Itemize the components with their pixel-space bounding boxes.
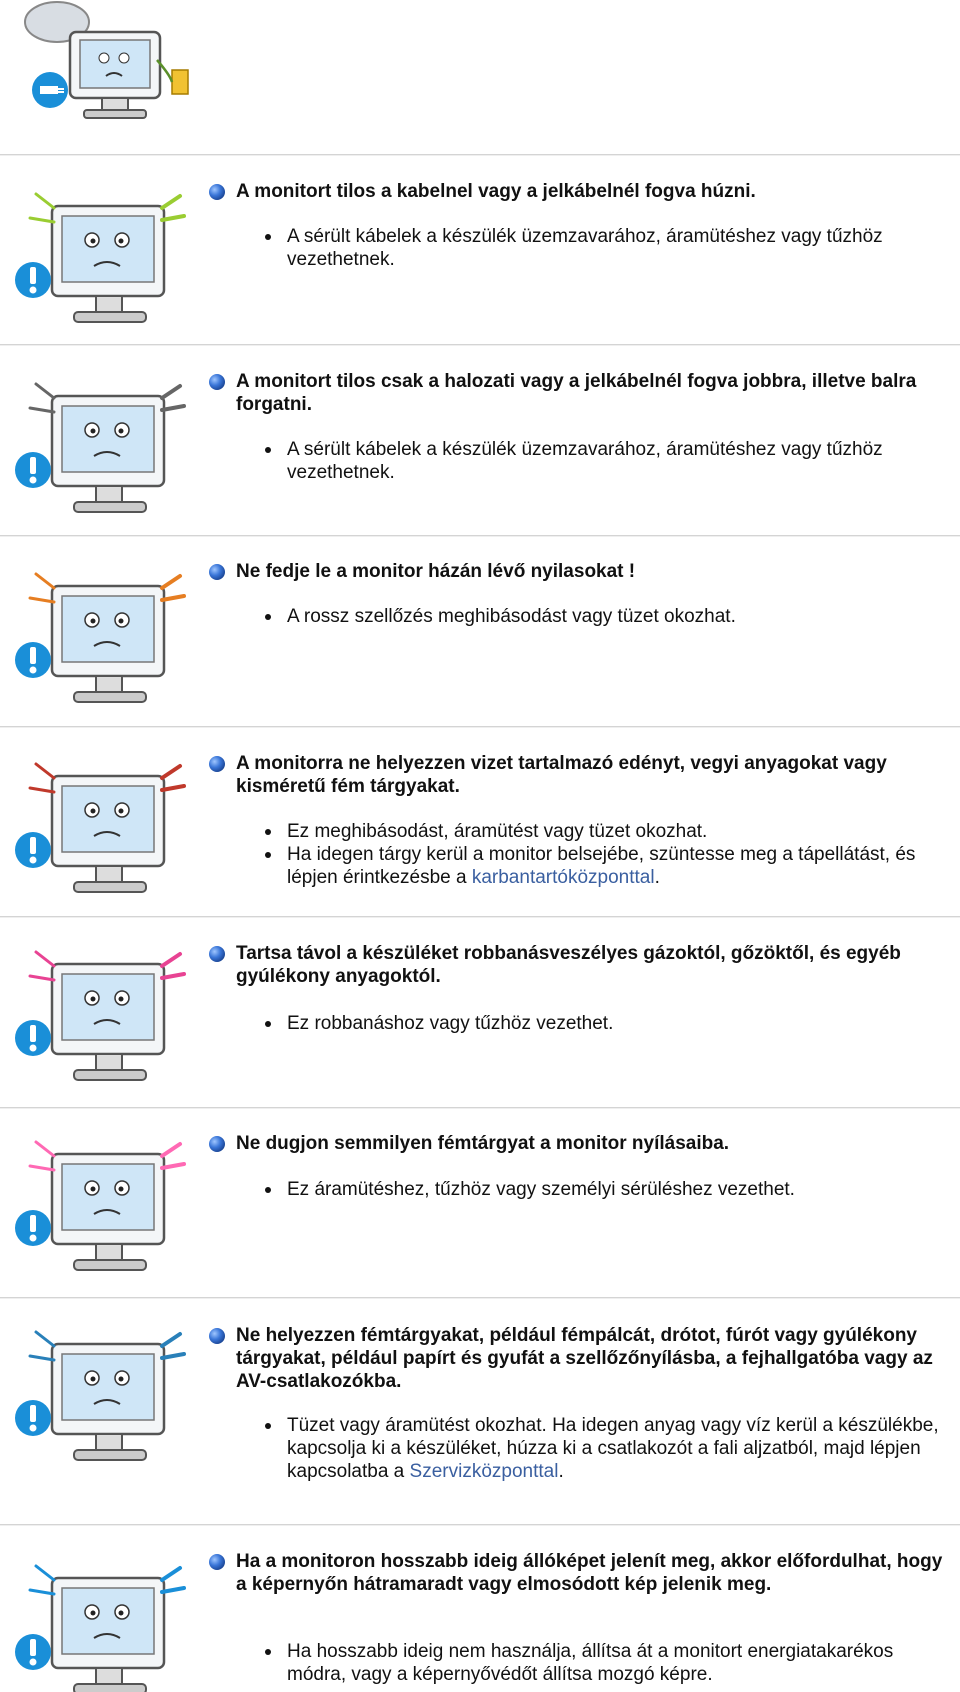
section-divider [0,344,960,346]
list-item-text: Tüzet vagy áramütést okozhat. Ha idegen anyag vagy víz kerül a készülékbe, kapcsolja ki a készüléket, húzza ki a csatlakozót a fali aljzatból, majd lépjen kapcsolatba a [287,1415,939,1482]
section-heading [210,370,950,416]
list-item-text: Ez áramütéshez, tűzhöz vagy személyi sérüléshez vezethet. [287,1179,795,1200]
section-divider [0,916,960,918]
list-item-text: A sérült kábelek a készülék üzemzavarához, áramütéshez vagy tűzhöz vezethetnek. [287,439,883,483]
warning-icon [13,1632,53,1677]
section-divider [0,535,960,537]
section-heading-text: A monitort tilos csak a halozati vagy a jelkábelnél fogva jobbra, illetve balra forgatni. [236,371,917,415]
warning-icon [13,830,53,875]
detail-list [262,605,952,628]
detail-list [262,438,952,484]
warning-icon [13,1208,53,1253]
section-heading [210,560,950,583]
section-heading [210,942,950,988]
list-item-text: Ha hosszabb ideig nem használja, állítsa át a monitort energiatakarékos módra, vagy a képernyővédőt állítsa mozgó képre. [287,1641,894,1685]
section-heading-text: A monitort tilos a kabelnel vagy a jelkábelnél fogva húzni. [236,181,756,202]
list-item [262,438,952,484]
warning-icon [13,450,53,495]
detail-list [262,225,952,271]
list-item-text: Ez meghibásodást, áramütést vagy tüzet okozhat. [287,821,708,842]
section-heading [210,752,950,798]
list-item [262,1012,952,1035]
service-center-link[interactable]: Szervizközponttal [409,1461,559,1482]
section-heading-text: Ha a monitoron hosszabb ideig állóképet jelenít meg, akkor előfordulhat, hogy a képernyőn hátramaradt vagy elmosódott kép jelenik meg. [236,1551,943,1595]
section-divider [0,1524,960,1526]
unplug-illustration [12,0,202,125]
section-heading-text: Ne fedje le a monitor házán lévő nyilasokat ! [236,561,636,582]
list-item [262,1178,952,1201]
warning-icon [13,1018,53,1063]
section-divider [0,1297,960,1299]
detail-list [262,1640,952,1686]
list-item [262,1414,952,1483]
list-item-punctuation: . [558,1461,564,1482]
detail-list [262,1414,952,1483]
list-item [262,820,952,843]
list-item-text: A sérült kábelek a készülék üzemzavarához, áramütéshez vagy tűzhöz vezethetnek. [287,226,883,270]
section-heading-text: Ne dugjon semmilyen fémtárgyat a monitor nyílásaiba. [236,1133,730,1154]
section-heading [210,1324,950,1393]
section-divider [0,726,960,728]
warning-icon [13,640,53,685]
detail-list [262,820,952,889]
list-item [262,225,952,271]
warning-icon [13,260,53,305]
section-heading-text: A monitorra ne helyezzen vizet tartalmazó edényt, vegyi anyagokat vagy kisméretű fém tárgyakat. [236,753,887,797]
warning-icon [13,1398,53,1443]
list-item [262,1640,952,1686]
list-item [262,843,952,889]
section-heading-text: Ne helyezzen fémtárgyakat, például fémpálcát, drótot, fúrót vagy gyúlékony tárgyakat, például papírt és gyufát a szellőzőnyílásba, a fejhallgatóba vagy az AV-csatlakozókba. [236,1325,933,1392]
detail-list [262,1012,952,1035]
section-divider [0,154,960,156]
detail-list [262,1178,952,1201]
section-heading-text: Tartsa távol a készüléket robbanásveszélyes gázoktól, gőzöktől, és egyéb gyúlékony anyagoktól. [236,943,901,987]
section-heading [210,1132,950,1155]
service-center-link[interactable]: karbantartóközponttal [471,867,655,888]
list-item-text: Ez robbanáshoz vagy tűzhöz vezethet. [287,1013,614,1034]
section-heading [210,180,950,203]
section-heading [210,1550,950,1596]
list-item-text: A rossz szellőzés meghibásodást vagy tüzet okozhat. [287,606,736,627]
list-item-text: Ha idegen tárgy kerül a monitor belsejébe, szüntesse meg a tápellátást, és lépjen érintkezésbe a [287,844,916,888]
section-divider [0,1107,960,1109]
list-item [262,605,952,628]
list-item-punctuation: . [654,867,660,888]
